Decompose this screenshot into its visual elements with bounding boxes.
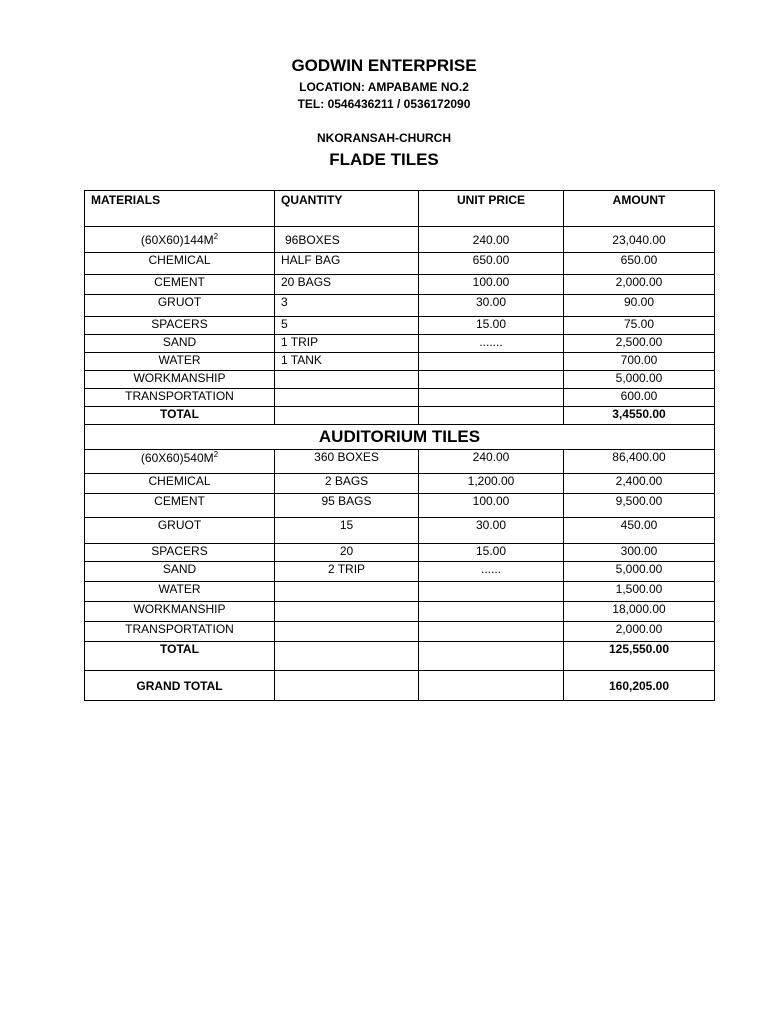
quantity-cell: 3 xyxy=(275,295,419,317)
material-cell: GRUOT xyxy=(85,295,275,317)
tile-item-cell: $(60X60)144M^2$ xyxy=(85,227,275,253)
table-row xyxy=(85,227,715,253)
unit-price-cell: 30.00 xyxy=(419,295,564,317)
unit-price-cell xyxy=(419,622,564,642)
table-row xyxy=(85,602,715,622)
unit-price-cell xyxy=(419,389,564,407)
total-amount: 3,4550.00 xyxy=(564,407,715,425)
table-row xyxy=(85,544,715,562)
unit-price-cell: 240.00 xyxy=(419,450,564,474)
quantity-cell xyxy=(275,582,419,602)
table-row xyxy=(85,582,715,602)
material-cell: WATER xyxy=(85,353,275,371)
amount-cell: 90.00 xyxy=(564,295,715,317)
header-amount: AMOUNT xyxy=(564,191,715,227)
material-cell: CEMENT xyxy=(85,275,275,295)
unit-price-cell: 30.00 xyxy=(419,518,564,544)
company-name: GODWIN ENTERPRISE xyxy=(291,56,477,75)
flade-rows xyxy=(85,253,715,407)
table-row xyxy=(85,450,715,474)
amount-cell: 9,500.00 xyxy=(564,494,715,518)
table-row xyxy=(85,353,715,371)
amount-cell: 300.00 xyxy=(564,544,715,562)
amount-cell: 600.00 xyxy=(564,389,715,407)
empty-cell xyxy=(419,671,564,701)
header-quantity: QUANTITY xyxy=(275,191,419,227)
total-amount: 125,550.00 xyxy=(564,642,715,671)
flade-total-row xyxy=(85,407,715,425)
unit-price-cell: 15.00 xyxy=(419,317,564,335)
material-cell: WORKMANSHIP xyxy=(85,602,275,622)
table-row xyxy=(85,622,715,642)
quantity-cell: 2 BAGS xyxy=(275,474,419,494)
unit-price-cell: 100.00 xyxy=(419,275,564,295)
location-line: LOCATION: AMPABAME NO.2 xyxy=(299,80,469,94)
section-row-auditorium xyxy=(85,425,715,450)
unit-price-cell: ....... xyxy=(419,335,564,353)
section-title-auditorium: AUDITORIUM TILES xyxy=(85,425,715,450)
table-row xyxy=(85,518,715,544)
quantity-cell xyxy=(275,389,419,407)
unit-price-cell: 240.00 xyxy=(419,227,564,253)
quantity-cell: 96BOXES xyxy=(275,227,419,253)
auditorium-rows xyxy=(85,474,715,642)
total-label: TOTAL xyxy=(85,642,275,671)
amount-cell: 23,040.00 xyxy=(564,227,715,253)
table-row xyxy=(85,275,715,295)
empty-cell xyxy=(275,642,419,671)
empty-cell xyxy=(275,671,419,701)
quantity-cell: 1 TRIP xyxy=(275,335,419,353)
amount-cell: 75.00 xyxy=(564,317,715,335)
quantity-cell: 1 TANK xyxy=(275,353,419,371)
quantity-cell: HALF BAG xyxy=(275,253,419,275)
grand-total-amount: 160,205.00 xyxy=(564,671,715,701)
amount-cell: 2,000.00 xyxy=(564,622,715,642)
quantity-cell: 360 BOXES xyxy=(275,450,419,474)
quantity-cell xyxy=(275,371,419,389)
table-row xyxy=(85,389,715,407)
site-name: NKORANSAH-CHURCH xyxy=(317,131,451,145)
table-row xyxy=(85,253,715,275)
header-unit-price: UNIT PRICE xyxy=(419,191,564,227)
material-cell: CHEMICAL xyxy=(85,474,275,494)
unit-price-cell xyxy=(419,602,564,622)
table-header-row xyxy=(85,191,715,227)
material-cell: SAND xyxy=(85,562,275,582)
grand-total-label: GRAND TOTAL xyxy=(85,671,275,701)
quantity-cell: 95 BAGS xyxy=(275,494,419,518)
unit-price-cell xyxy=(419,371,564,389)
material-cell: WATER xyxy=(85,582,275,602)
amount-cell: 86,400.00 xyxy=(564,450,715,474)
quantity-cell: 2 TRIP xyxy=(275,562,419,582)
amount-cell: 5,000.00 xyxy=(564,562,715,582)
material-cell: SPACERS xyxy=(85,317,275,335)
amount-cell: 700.00 xyxy=(564,353,715,371)
table-row xyxy=(85,295,715,317)
amount-cell: 18,000.00 xyxy=(564,602,715,622)
unit-price-cell: 650.00 xyxy=(419,253,564,275)
unit-price-cell xyxy=(419,582,564,602)
unit-price-cell: 15.00 xyxy=(419,544,564,562)
material-cell: CEMENT xyxy=(85,494,275,518)
quotation-table xyxy=(84,190,715,701)
table-row xyxy=(85,562,715,582)
table-row xyxy=(85,494,715,518)
material-cell: SPACERS xyxy=(85,544,275,562)
table-row xyxy=(85,371,715,389)
quantity-cell: 5 xyxy=(275,317,419,335)
amount-cell: 450.00 xyxy=(564,518,715,544)
material-cell: GRUOT xyxy=(85,518,275,544)
material-cell: SAND xyxy=(85,335,275,353)
auditorium-total-row xyxy=(85,642,715,671)
amount-cell: 2,500.00 xyxy=(564,335,715,353)
table-row xyxy=(85,474,715,494)
table-row xyxy=(85,317,715,335)
amount-cell: 2,000.00 xyxy=(564,275,715,295)
telephone-line: TEL: 0546436211 / 0536172090 xyxy=(297,97,471,111)
unit-price-cell: ...... xyxy=(419,562,564,582)
amount-cell: 5,000.00 xyxy=(564,371,715,389)
header-materials: MATERIALS xyxy=(85,191,275,227)
unit-price-cell: 1,200.00 xyxy=(419,474,564,494)
quantity-cell: 20 BAGS xyxy=(275,275,419,295)
table-row xyxy=(85,335,715,353)
quantity-cell xyxy=(275,602,419,622)
empty-cell xyxy=(419,642,564,671)
unit-price-cell: 100.00 xyxy=(419,494,564,518)
material-cell: TRANSPORTATION xyxy=(85,622,275,642)
section-title-flade: FLADE TILES xyxy=(329,150,439,169)
quantity-cell: 20 xyxy=(275,544,419,562)
unit-price-cell xyxy=(419,353,564,371)
total-label: TOTAL xyxy=(85,407,275,425)
material-cell: WORKMANSHIP xyxy=(85,371,275,389)
empty-cell xyxy=(275,407,419,425)
material-cell: CHEMICAL xyxy=(85,253,275,275)
material-cell: TRANSPORTATION xyxy=(85,389,275,407)
quantity-cell xyxy=(275,622,419,642)
amount-cell: 1,500.00 xyxy=(564,582,715,602)
amount-cell: 650.00 xyxy=(564,253,715,275)
quantity-cell: 15 xyxy=(275,518,419,544)
grand-total-row xyxy=(85,671,715,701)
amount-cell: 2,400.00 xyxy=(564,474,715,494)
empty-cell xyxy=(419,407,564,425)
tile-item-cell: $(60X60)540M^2$ xyxy=(85,450,275,474)
